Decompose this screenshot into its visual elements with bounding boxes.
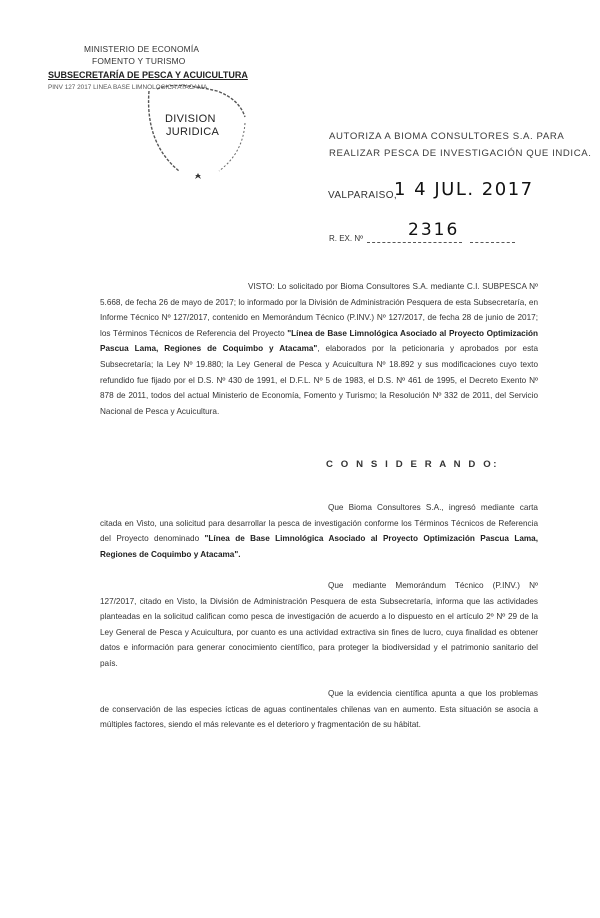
date: 1 4 JUL. 2017 (394, 179, 534, 200)
resolution-number: 2316 (408, 220, 460, 240)
place: VALPARAISO, (328, 190, 398, 201)
ministry-line-2: FOMENTO Y TURISMO (92, 56, 186, 66)
considerando-heading: C O N S I D E R A N D O: (326, 459, 500, 470)
considerando-p3-text: Que la evidencia científica apunta a que los problemas de conservación de las especies ícticas de aguas continentales chilenas van en aumento. Esta situación se asocia a múltiples factores, siendo el más relevante es el deterioro y fragmentación de su hábitat. (100, 689, 538, 730)
considerando-paragraph-2 (100, 578, 538, 672)
stamp-line-2: JURIDICA (166, 126, 220, 138)
subsecretaria-heading: SUBSECRETARÍA DE PESCA Y ACUICULTURA (48, 70, 248, 80)
considerando-paragraph-3 (100, 686, 538, 733)
ministry-line-1: MINISTERIO DE ECONOMÍA (84, 44, 200, 54)
stamp-line-1: DIVISION (165, 113, 216, 125)
reference-code: PINV 127 2017 LINEA BASE LIMNOLOGICA ATACAMA (48, 84, 208, 91)
resolution-label: R. EX. Nº (329, 234, 364, 243)
visto-text-a: Lo solicitado por Bioma Consultores S.A. mediante C.I. SUBPESCA Nº 5.668, de fecha 26 de mayo de 2017; lo informado por la División de Administración Pesquera de esta Subsecretaría, en Informe Técnico Nº 127/2017, contenido en Memorándum Técnico (P.INV.) Nº 127/2017, de fecha 28 de junio de 2017; los Términos Técnicos de Referencia del Proyecto (100, 282, 538, 338)
considerando-paragraph-1 (100, 500, 538, 562)
visto-project: "Línea de Base Limnológica Asociado al Proyecto Optimización Pascua Lama, Regiones de Coquimbo y Atacama" (100, 328, 538, 354)
visto-text-b: , elaborados por la peticionaria y aprobados por esta Subsecretaría; la Ley Nº 19.880; la Ley General de Pesca y Acuicultura Nº 18.892 y sus modificaciones cuyo texto refundido fue fijado por el D.S. Nº 430 de 1991, el D.F.L. Nº 5 de 1983, el D.S. Nº 461 de 1995, el Decreto Exento Nº 878 de 2011, todos del actual Ministerio de Economía, Fomento y Turismo; la Resolución Nº 332 de 2011, del Servicio Nacional de Pesca y Acuicultura. (100, 344, 538, 416)
document-title-line-1: AUTORIZA A BIOMA CONSULTORES S.A. PARA (329, 131, 565, 142)
considerando-p2-text: Que mediante Memorándum Técnico (P.INV.) Nº 127/2017, citado en Visto, la División de Administración Pesquera de esta Subsecretaría, informa que las actividades planteadas en la solicitud califican como pesca de investigación de acuerdo a lo dispuesto en el artículo 2º Nº 29 de la Ley General de Pesca y Acuicultura, por cuanto es una actividad extractiva sin fines de lucro, cuya finalidad es obtener datos e información para generar conocimiento científico, para proteger la biodiversidad y el patrimonio sanitario del país. (100, 581, 538, 668)
visto-paragraph (100, 279, 538, 419)
considerando-p1-project: "Línea de Base Limnológica Asociado al Proyecto Optimización Pascua Lama, Regiones de Coquimbo y Atacama". (100, 534, 538, 559)
resolution-underline-2 (470, 242, 515, 243)
resolution-underline (367, 242, 462, 243)
visto-lead: VISTO: (248, 282, 275, 291)
considerando-p1-text: Que Bioma Consultores S.A., ingresó mediante carta citada en Visto, una solicitud para desarrollar la pesca de investigación conforme los Términos Técnicos de Referencia del Proyecto denominado (100, 503, 538, 544)
division-juridica-stamp (135, 83, 253, 183)
document-title-line-2: REALIZAR PESCA DE INVESTIGACIÓN QUE INDICA. (329, 148, 592, 159)
